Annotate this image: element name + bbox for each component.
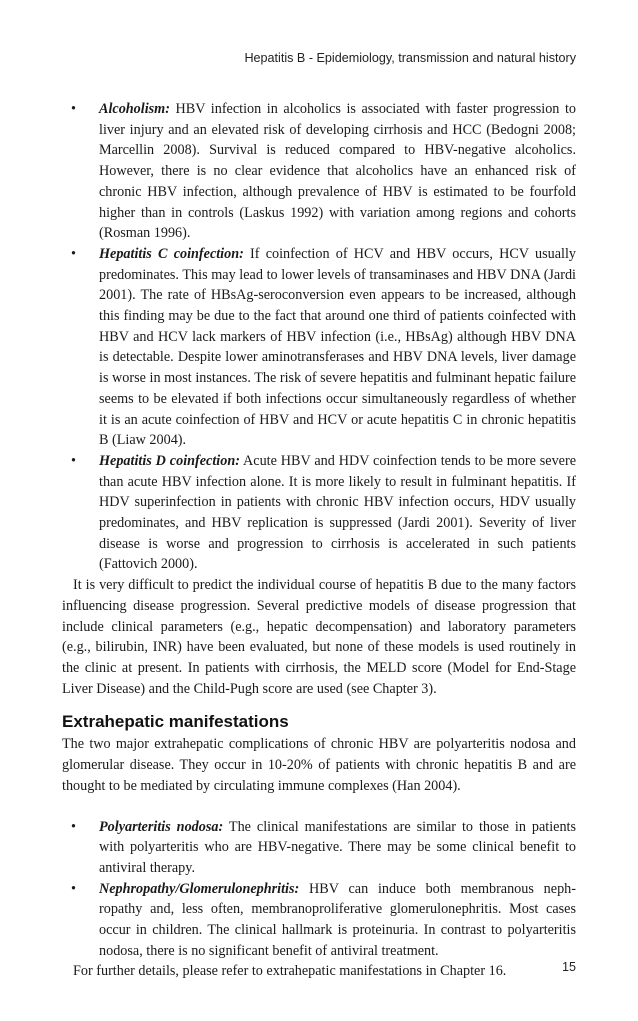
bullet-term: Hepatitis D coinfection: (99, 452, 240, 469)
page-number: 15 (561, 960, 576, 974)
bullet-item-nephropathy (62, 879, 576, 962)
bullet-icon: • (71, 245, 76, 262)
bullet-text: Acute HBV and HDV coinfection tends to be more severe than acute HBV infection alone. It is more likely to result in fulminant hepatitis. If HDV superinfection in patients with chronic HBV infection occurs, HDV usually predominates, and HBV replication is suppressed (Jardi 2001). Severity of liver disease is worse and progression to cirrhosis is accelerated in such patients (Fattovich 2000). (99, 452, 576, 573)
bullet-term: Alcoholism: (99, 101, 170, 117)
bullet-item-hepatitis-d (62, 451, 576, 575)
bullet-icon: • (71, 818, 76, 835)
body-text (62, 99, 576, 982)
bullet-item-polyarteritis (62, 817, 576, 879)
bullet-text: The clinical manifestations are similar to those in patients with polyarteritis who are HBV-negative. There may be some clinical benefit to antiviral therapy. (99, 818, 577, 876)
section-heading: Extrahepatic manifestations (62, 712, 289, 732)
section-intro: The two major extrahepatic complications of chronic HBV are polyarteritis nodosa and glomerular disease. They occur in 10-20% of patients with chronic hepatitis B and are thought to be mediated by circulating immune complexes (Han 2004). (62, 736, 576, 794)
bullet-text: If coinfection of HCV and HBV occurs, HCV usually predominates. This may lead to lower levels of transaminases and HBV DNA (Jardi 2001). The rate of HBsAg-seroconversion even appears to be increased, although this finding may be due to the fact that around one third of patients coinfected with HBV and HCV lack markers of HBV infection (i.e., HBsAg) although HBV DNA is detectable. Despite lower aminotransferases and HBV DNA levels, liver damage is worse in most instances. The risk of severe hepatitis and fulminant hepatic failure seems to be elevated if both infections occur simultaneously regardless of whether it is an acute coinfection of HBV and HCV or acute hepatitis C in chronic hepatitis B (Liaw 2004). (99, 245, 576, 449)
bullet-term: Hepatitis C coinfection: (99, 245, 244, 262)
running-header: Hepatitis B - Epidemiology, transmission and natural history (244, 51, 576, 65)
bullet-icon: • (71, 101, 76, 117)
bullet-list-extrahepatic (62, 817, 576, 962)
bullet-term: Nephropathy/Glomerulonephritis: (99, 880, 300, 897)
bullet-icon: • (71, 880, 76, 897)
paragraph-further-details: For further details, please refer to extrahepatic manifestations in Chapter 16. (73, 963, 507, 980)
paragraph-disease-progression: It is very difficult to predict the individual course of hepatitis B due to the many factors influencing disease progression. Several predictive models of disease progression that include clinical parameters (e.g., hepatic decompensation) and laboratory parameters (e.g., bilirubin, INR) have been evaluated, but none of these models is used routinely in the clinic at present. In patients with cirrhosis, the MELD score (Model for End-Stage Liver Disease) and the Child-Pugh score are used (see Chapter 3). (62, 577, 576, 697)
bullet-text: HBV can induce both membranous nephropathy and, less often, membranoproliferative glomerulonephritis. Most cases occur in children. The clinical hallmark is proteinuria. In contrast to polyarteritis nodosa, there is no significant benefit of antiviral treatment. (99, 880, 576, 959)
bullet-item-alcoholism (62, 99, 576, 244)
bullet-icon: • (71, 452, 76, 469)
bullet-text: HBV infection in alcoholics is associated with faster progression to liver injury and an elevated risk of developing cirrhosis and HCC (Bedogni 2008; Marcellin 2008). Survival is reduced compared to HBV-negative alcoholics. However, there is no clear evidence that alcoholics have an enhanced risk of chronic HBV infection, although prevalence of HBV is estimated to be fourfold higher than in controls (Laskus 1992) with variation among regions and cohorts (Rosman 1996). (99, 101, 576, 242)
bullet-list-coinfections (62, 99, 576, 575)
bullet-item-hepatitis-c (62, 244, 576, 451)
bullet-term: Polyarteritis nodosa: (99, 818, 224, 835)
